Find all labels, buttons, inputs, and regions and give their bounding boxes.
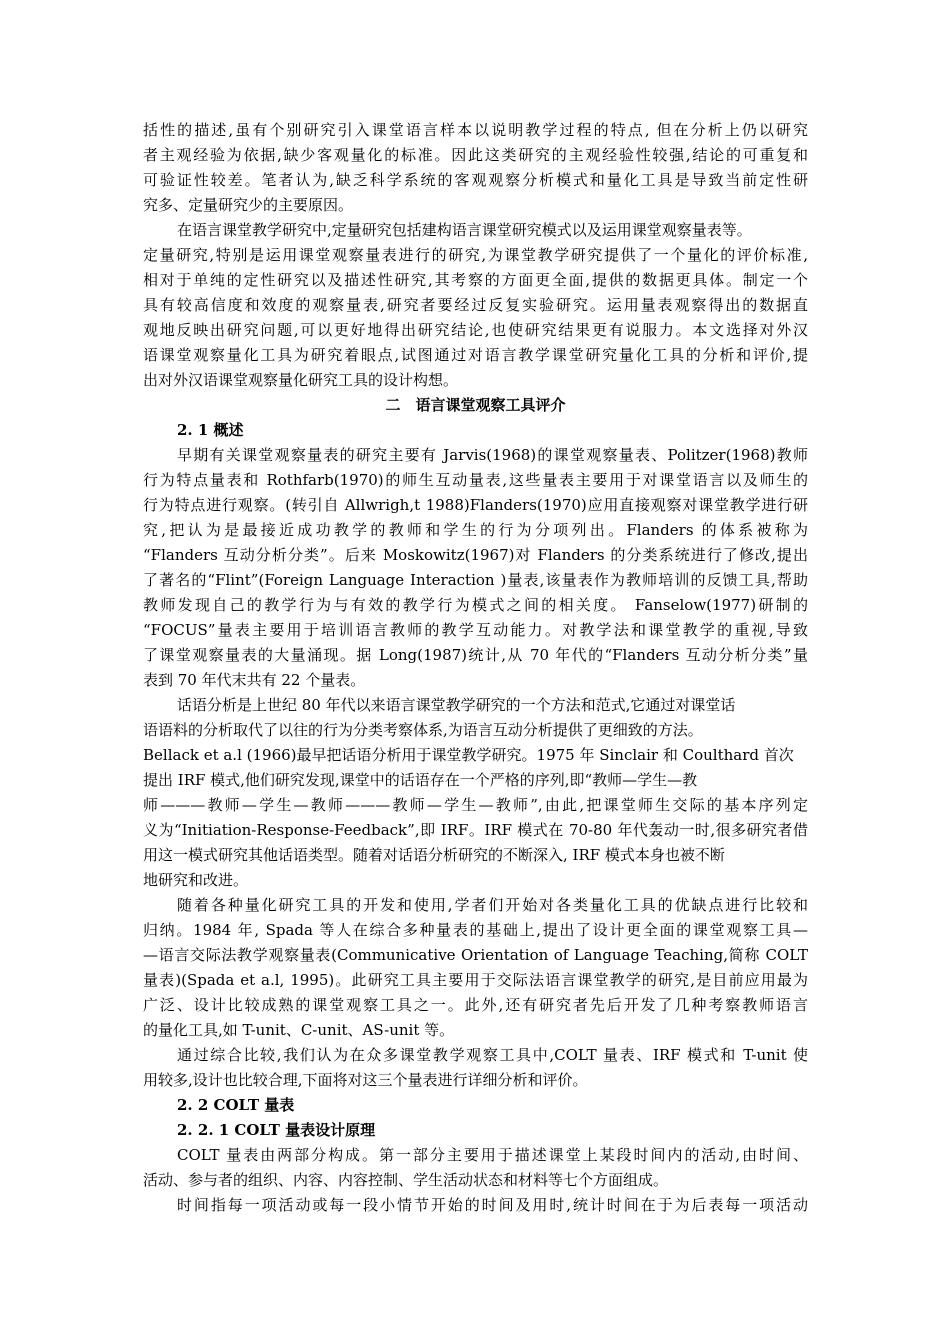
body-line: 用较多,设计也比较合理,下面将对这三个量表进行详细分析和评价。: [143, 1071, 588, 1089]
body-line: 行为特点进行观察。(转引自 Allwrigh,t 1988)Flanders(1970)应用直接观察对课堂教学进行研: [143, 496, 808, 514]
section-heading: 二 语言课堂观察工具评介: [385, 396, 566, 414]
body-line: 出对外汉语课堂观察量化研究工具的设计构想。: [143, 371, 459, 389]
body-line: 的量化工具,如 T-unit、C-unit、AS-unit 等。: [143, 1021, 455, 1039]
document-page: [143, 118, 808, 1218]
body-line: 括性的描述,虽有个别研究引入课堂语言样本以说明教学过程的特点, 但在分析上仍以研究: [143, 121, 808, 139]
body-line: 活动、参与者的组织、内容、内容控制、学生活动状态和材料等七个方面组成。: [143, 1171, 669, 1189]
body-line: 观地反映出研究问题,可以更好地得出研究结论,也使研究结果更有说服力。本文选择对外汉: [143, 321, 808, 339]
body-line: 地研究和改进。: [143, 871, 249, 889]
body-line: 了课堂观察量表的大量涌现。据 Long(1987)统计,从 70 年代的“Flanders 互动分析分类”量: [143, 646, 808, 664]
body-line: 定量研究,特别是运用课堂观察量表进行的研究,为课堂教学研究提供了一个量化的评价标准,: [143, 246, 808, 264]
body-line: 提出 IRF 模式,他们研究发现,课堂中的话语存在一个严格的序列,即“教师—学生—教: [143, 771, 698, 789]
body-line: 行为特点量表和 Rothfarb(1970)的师生互动量表,这些量表主要用于对课堂语言以及师生的: [143, 471, 808, 489]
body-line: 了著名的“Flint”(Foreign Language Interaction )量表,该量表作为教师培训的反馈工具,帮助: [143, 571, 808, 589]
paragraph-first-line: 随着各种量化研究工具的开发和使用,学者们开始对各类量化工具的优缺点进行比较和: [177, 896, 808, 914]
subsection-heading: 2. 2. 1 COLT 量表设计原理: [177, 1121, 376, 1139]
body-line: “FOCUS”量表主要用于培训语言教师的教学互动能力。对教学法和课堂教学的重视,导致: [143, 621, 808, 639]
paragraph-first-line: COLT 量表由两部分构成。第一部分主要用于描述课堂上某段时间内的活动,由时间、: [177, 1146, 808, 1164]
body-line: 语课堂观察量化工具为研究着眼点,试图通过对语言教学课堂研究量化工具的分析和评价,提: [143, 346, 808, 364]
paragraph-first-line: 通过综合比较,我们认为在众多课堂教学观察工具中,COLT 量表、IRF 模式和 T-unit 使: [177, 1046, 808, 1064]
body-line: Bellack et a.l (1966)最早把话语分析用于课堂教学研究。1975 年 Sinclair 和 Coulthard 首次: [143, 746, 794, 764]
body-line: 归纳。1984 年, Spada 等人在综合多种量表的基础上,提出了设计更全面的课堂观察工具—: [143, 921, 808, 939]
subsection-heading: 2. 2 COLT 量表: [177, 1096, 295, 1114]
body-line: 量表)(Spada et a.l, 1995)。此研究工具主要用于交际法语言课堂教学的研究,是目前应用最为: [143, 971, 808, 989]
body-line: 具有较高信度和效度的观察量表,研究者要经过反复实验研究。运用量表观察得出的数据直: [143, 296, 808, 314]
body-line: 师———教师—学生—教师———教师—学生—教师”,由此,把课堂师生交际的基本序列定: [143, 796, 808, 814]
body-line: 相对于单纯的定性研究以及描述性研究,其考察的方面更全面,提供的数据更具体。制定一个: [143, 271, 808, 289]
body-line: —语言交际法教学观察量表(Communicative Orientation of Language Teaching,简称 COLT: [143, 946, 808, 964]
body-line: 用这一模式研究其他话语类型。随着对话语分析研究的不断深入, IRF 模式本身也被不断: [143, 846, 725, 864]
body-line: 究,把认为是最接近成功教学的教师和学生的行为分项列出。Flanders 的体系被称为: [143, 521, 808, 539]
paragraph-first-line: 时间指每一项活动或每一段小情节开始的时间及用时,统计时间在于为后表每一项活动: [177, 1196, 808, 1214]
body-line: 者主观经验为依据,缺少客观量化的标准。因此这类研究的主观经验性较强,结论的可重复和: [143, 146, 808, 164]
body-line: 教师发现自己的教学行为与有效的教学行为模式之间的相关度。 Fanselow(1977)研制的: [143, 596, 808, 614]
body-line: 广泛、设计比较成熟的课堂观察工具之一。此外,还有研究者先后开发了几种考察教师语言: [143, 996, 808, 1014]
paragraph-first-line: 早期有关课堂观察量表的研究主要有 Jarvis(1968)的课堂观察量表、Politzer(1968)教师: [177, 446, 808, 464]
body-line: 表到 70 年代末共有 22 个量表。: [143, 671, 366, 689]
body-line: “Flanders 互动分析分类”。后来 Moskowitz(1967)对 Flanders 的分类系统进行了修改,提出: [143, 546, 808, 564]
body-line: 义为“Initiation-Response-Feedback”,即 IRF。IRF 模式在 70-80 年代轰动一时,很多研究者借: [143, 821, 808, 839]
paragraph-first-line: 在语言课堂教学研究中,定量研究包括建构语言课堂研究模式以及运用课堂观察量表等。: [177, 221, 752, 239]
paragraph-first-line: 话语分析是上世纪 80 年代以来语言课堂教学研究的一个方法和范式,它通过对课堂话: [177, 696, 736, 714]
body-line: 语语料的分析取代了以往的行为分类考察体系,为语言互动分析提供了更细致的方法。: [143, 721, 703, 739]
body-line: 究多、定量研究少的主要原因。: [143, 196, 354, 214]
subsection-heading: 2. 1 概述: [177, 421, 244, 439]
body-line: 可验证性较差。笔者认为,缺乏科学系统的客观观察分析模式和量化工具是导致当前定性研: [143, 171, 808, 189]
